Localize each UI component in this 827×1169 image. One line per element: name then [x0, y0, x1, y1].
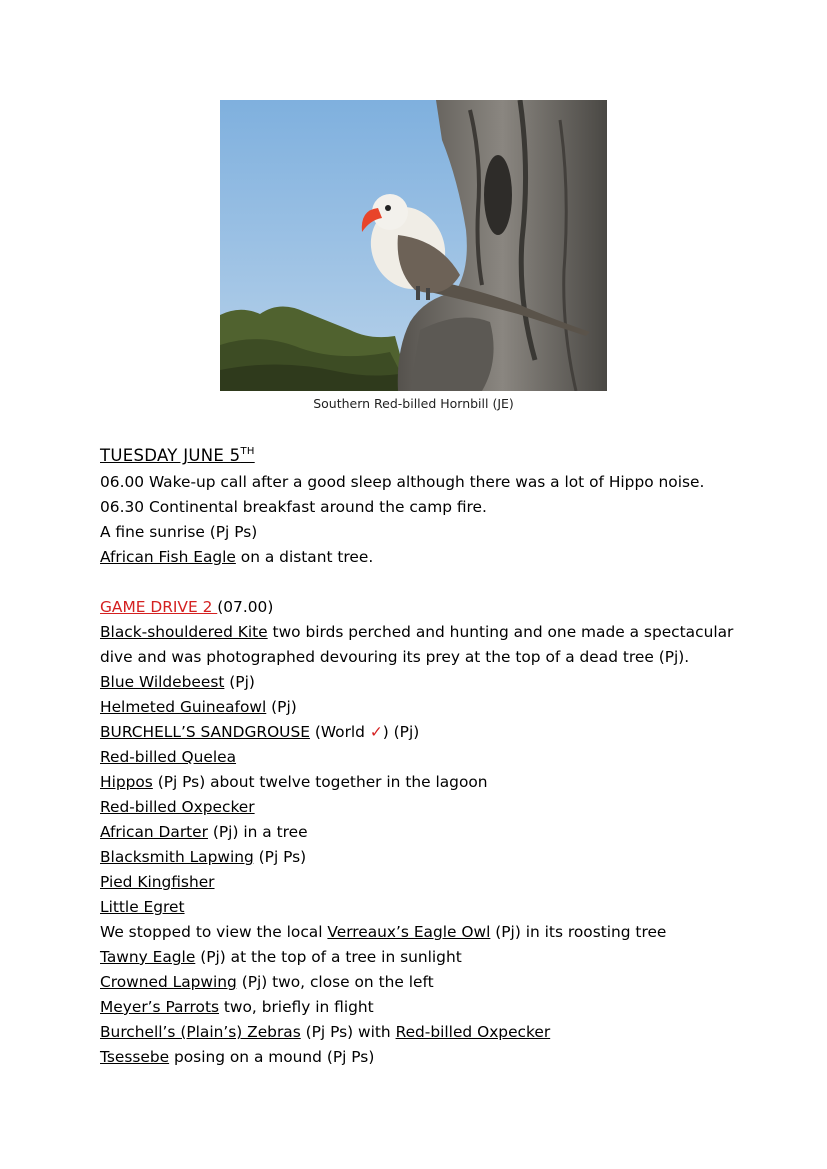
intro-line-1: 06.00 Wake-up call after a good sleep although there was a lot of Hippo noise. [100, 473, 705, 491]
intro-line-4: African Fish Eagle on a distant tree. [100, 548, 374, 566]
checkmark-icon: ✓ [369, 723, 383, 741]
hornbill-photo [220, 100, 607, 391]
sighting-line: Meyer’s Parrots two, briefly in flight [100, 998, 374, 1016]
sighting-line: Pied Kingfisher [100, 873, 215, 891]
sighting-line: Red-billed Quelea [100, 748, 237, 766]
sighting-line: Red-billed Oxpecker [100, 798, 255, 816]
intro-line-2: 06.30 Continental breakfast around the camp fire. [100, 498, 487, 516]
day-heading: TUESDAY JUNE 5TH [100, 446, 255, 465]
diary-content [100, 438, 800, 1070]
game-drive-heading: GAME DRIVE 2 (07.00) [100, 598, 274, 616]
sighting-line: Black-shouldered Kite two birds perched and hunting and one made a spectacular [100, 623, 734, 641]
sighting-line: BURCHELL’S SANDGROUSE (World ✓) (Pj) [100, 723, 420, 741]
sighting-line: Blacksmith Lapwing (Pj Ps) [100, 848, 307, 866]
sighting-line: Blue Wildebeest (Pj) [100, 673, 255, 691]
sighting-line: Little Egret [100, 898, 185, 916]
sighting-line: Tawny Eagle (Pj) at the top of a tree in sunlight [100, 948, 462, 966]
sighting-line: Crowned Lapwing (Pj) two, close on the left [100, 973, 434, 991]
photo-caption: Southern Red-billed Hornbill (JE) [313, 396, 514, 411]
sighting-line: Helmeted Guineafowl (Pj) [100, 698, 297, 716]
sighting-line: Hippos (Pj Ps) about twelve together in the lagoon [100, 773, 488, 791]
sighting-line: Burchell’s (Plain’s) Zebras (Pj Ps) with Red-billed Oxpecker [100, 1023, 551, 1041]
intro-line-3: A fine sunrise (Pj Ps) [100, 523, 258, 541]
sighting-line: We stopped to view the local Verreaux’s Eagle Owl (Pj) in its roosting tree [100, 923, 667, 941]
sighting-line: African Darter (Pj) in a tree [100, 823, 308, 841]
sighting-line: Tsessebe posing on a mound (Pj Ps) [100, 1048, 375, 1066]
sighting-line-cont: dive and was photographed devouring its prey at the top of a dead tree (Pj). [100, 648, 690, 666]
